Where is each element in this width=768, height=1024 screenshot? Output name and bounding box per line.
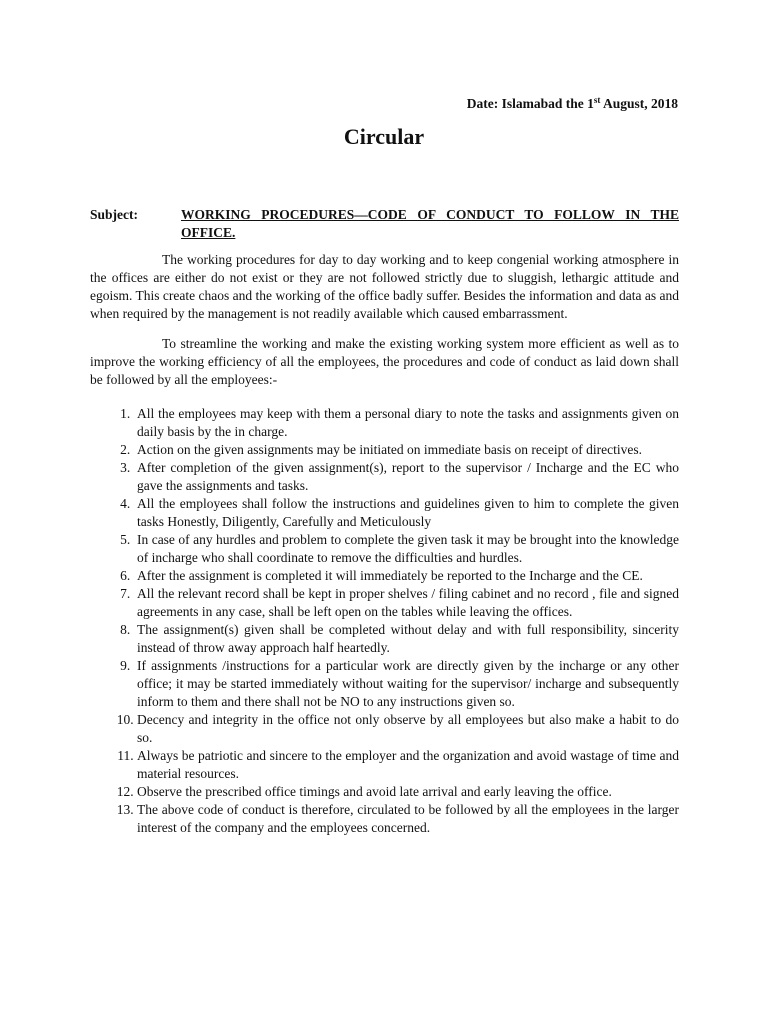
list-item-number: 12. [116,784,134,799]
list-item [90,495,679,531]
list-item-text: All the employees may keep with them a personal diary to note the tasks and assignments given on daily basis by the in charge. [137,406,679,439]
list-item-text: The above code of conduct is therefore, circulated to be followed by all the employees in the larger interest of the company and the employees concerned. [137,802,679,835]
date-suffix: August, 2018 [600,96,678,111]
subject-line [90,206,679,242]
list-item-number: 3. [120,460,131,475]
list-item-number: 1. [120,406,131,421]
list-item [90,801,679,837]
list-item-text: All the relevant record shall be kept in proper shelves / filing cabinet and no record , file and signed agreements in any case, shall be left open on the tables while leaving the offices. [137,586,679,619]
list-item-number: 13. [116,802,134,817]
list-item-number: 7. [120,586,131,601]
subject-label: Subject: [90,207,138,222]
list-item-number: 5. [120,532,131,547]
list-item [90,711,679,747]
list-item-text: Decency and integrity in the office not only observe by all employees but also make a habit to do so. [137,712,679,745]
list-item-number: 8. [120,622,131,637]
list-item-text: After completion of the given assignment(s), report to the supervisor / Incharge and the EC who gave the assignments and tasks. [137,460,679,493]
list-item [90,621,679,657]
list-item-number: 10. [116,712,134,727]
list-item-number: 11. [117,748,134,763]
list-item [90,585,679,621]
code-of-conduct-list [90,405,679,837]
list-item [90,405,679,441]
list-item [90,567,679,585]
list-item-text: Always be patriotic and sincere to the employer and the organization and avoid wastage of time and material resources. [137,748,679,781]
list-item [90,531,679,567]
list-item [90,747,679,783]
document-body [90,251,679,837]
paragraph-purpose: To streamline the working and make the existing working system more efficient as well as to improve the working efficiency of all the employees, the procedures and code of conduct as laid down shall be followed by all the employees:- [90,336,679,387]
date-prefix: Date: Islamabad the 1 [466,96,594,111]
list-item [90,657,679,711]
list-item-text: All the employees shall follow the instructions and guidelines given to him to complete the given tasks Honestly, Diligently, Carefully and Meticulously [137,496,679,529]
list-item-number: 6. [120,568,131,583]
list-item-number: 2. [120,442,131,457]
list-item-text: After the assignment is completed it will immediately be reported to the Incharge and the CE. [137,568,643,583]
list-item-number: 9. [120,658,131,673]
list-item-text: The assignment(s) given shall be completed without delay and with full responsibility, sincerity instead of throw away approach half heartedly. [137,622,679,655]
date-superscript: st [593,95,601,105]
list-item [90,783,679,801]
list-item [90,441,679,459]
list-item-text: Action on the given assignments may be initiated on immediate basis on receipt of directives. [137,442,642,457]
subject-text: WORKING PROCEDURES—CODE OF CONDUCT TO FOLLOW IN THE OFFICE. [181,207,679,240]
date-line [467,96,678,112]
paragraph-intro: The working procedures for day to day working and to keep congenial working atmosphere in the offices are either do not exist or they are not followed strictly due to sluggish, lethargic attitude and egoism. This create chaos and the working of the office badly suffer. Besides the information and data as and when required by the management is not readily available which caused embarrassment. [90,252,679,321]
list-item-text: Observe the prescribed office timings and avoid late arrival and early leaving the office. [137,784,612,799]
list-item-text: If assignments /instructions for a particular work are directly given by the incharge or any other office; it may be started immediately without waiting for the supervisor/ incharge and subsequently inform to them and there shall not be NO to any instructions given so. [137,658,679,709]
list-item-number: 4. [120,496,131,511]
list-item-text: In case of any hurdles and problem to complete the given task it may be brought into the knowledge of incharge who shall coordinate to remove the difficulties and hurdles. [137,532,679,565]
list-item [90,459,679,495]
page-title: Circular [343,124,425,149]
